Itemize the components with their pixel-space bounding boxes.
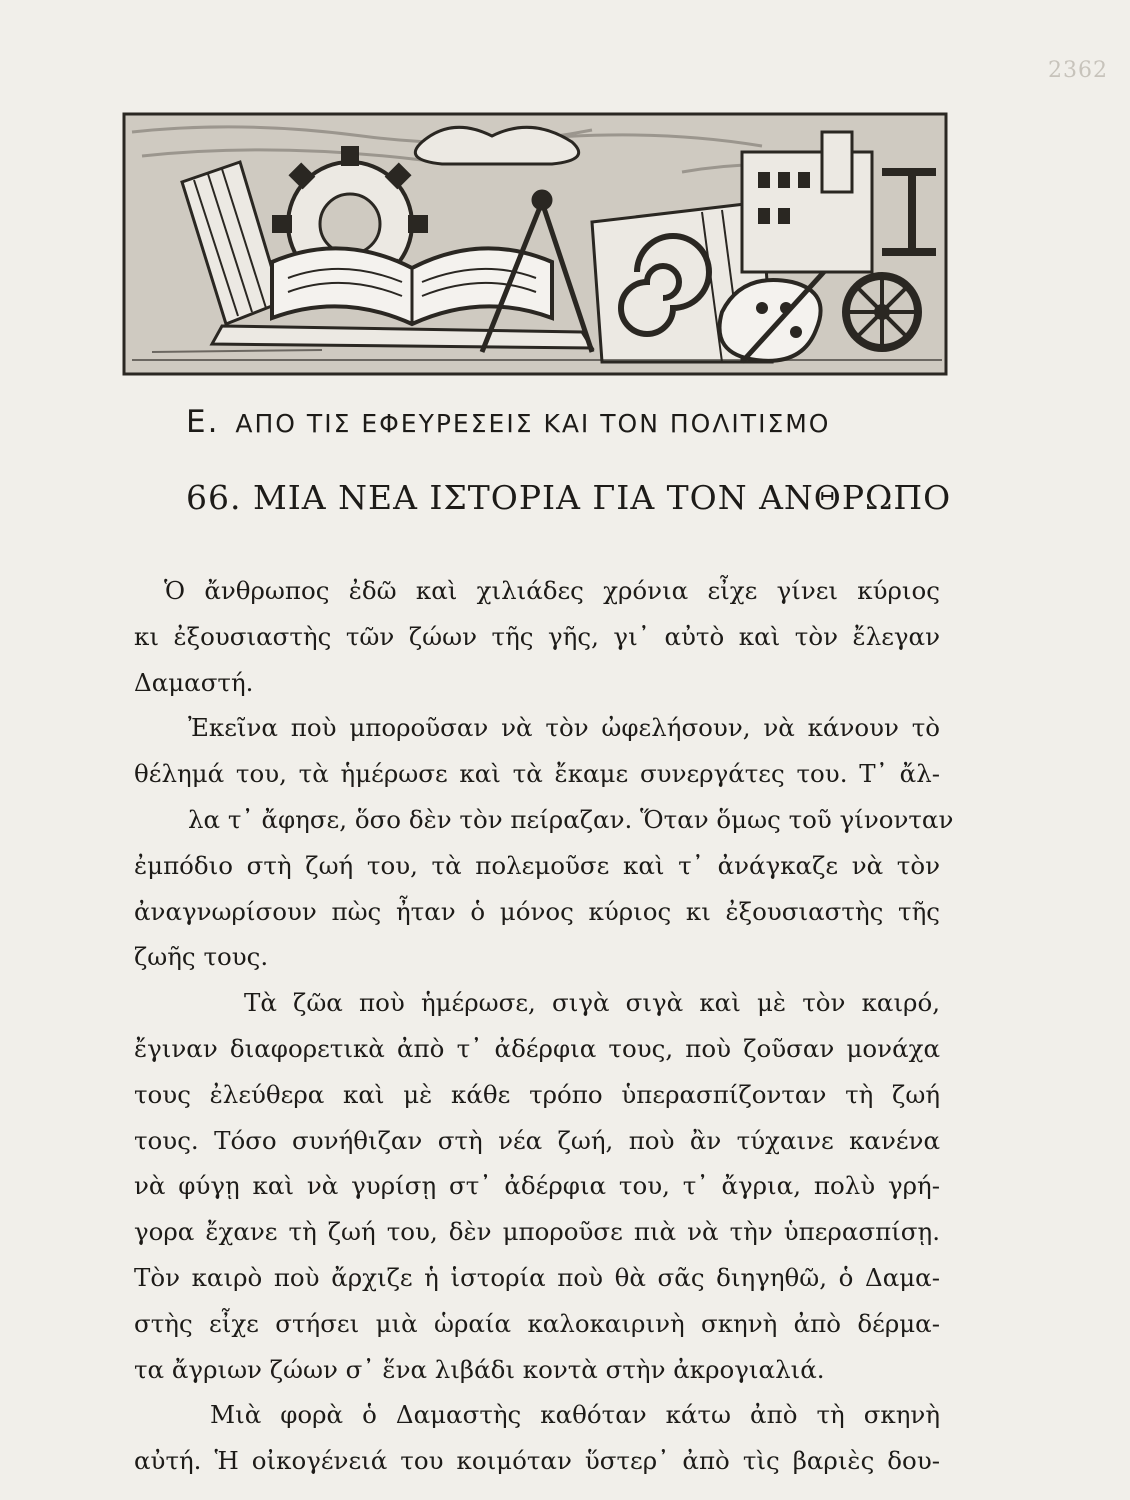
text-line: Δαμαστή. (134, 667, 254, 697)
text-line: στὴς εἶχε στήσει μιὰ ὡραία καλοκαιρινὴ σκηνὴ ἀπὸ δέρμα- (134, 1308, 940, 1338)
text-line: λα τ᾿ ἄφησε, ὅσο δὲν τὸν πείραζαν. Ὅταν ὅμως τοῦ γίνονταν (188, 804, 954, 834)
text-line: Ὁ ἄνθρωπος ἐδῶ καὶ χιλιάδες χρόνια εἶχε γίνει κύριος (164, 576, 940, 605)
text-line: γορα ἔχανε τὴ ζωή του, δὲν μποροῦσε πιὰ νὰ τὴν ὑπερασπίσῃ. (134, 1217, 940, 1247)
text-line: θέλημά του, τὰ ἡμέρωσε καὶ τὰ ἔκαμε συνεργάτες του. Τ᾿ ἄλ- (134, 759, 940, 789)
chapter-vignette-illustration (122, 112, 948, 376)
page-number: 2362 (1048, 58, 1108, 83)
text-line: ἀναγνωρίσουν πὼς ἦταν ὁ μόνος κύριος κι ἐξουσιαστὴς τῆς (134, 896, 940, 926)
section-letter: Ε. (186, 404, 220, 440)
text-line: τους ἐλεύθερα καὶ μὲ κάθε τρόπο ὑπερασπίζονταν τὴ ζωή (134, 1079, 940, 1109)
text-line: τα ἄγριων ζώων σ᾿ ἕνα λιβάδι κοντὰ στὴν ἀκρογιαλιά. (134, 1354, 825, 1384)
text-line: Τὰ ζῶα ποὺ ἡμέρωσε, σιγὰ σιγὰ καὶ μὲ τὸν καιρό, (244, 988, 940, 1018)
text-line: ἔγιναν διαφορετικὰ ἀπὸ τ᾿ ἀδέρφια τους, ποὺ ζοῦσαν μονάχα (134, 1033, 940, 1063)
text-line: Μιὰ φορὰ ὁ Δαμαστὴς καθόταν κάτω ἀπὸ τὴ σκηνὴ (210, 1400, 940, 1430)
section-heading-text: ΑΠΟ ΤΙΣ ΕΦΕΥΡΕΣΕΙΣ ΚΑΙ ΤΟΝ ΠΟΛΙΤΙΣΜΟ (235, 409, 831, 438)
text-line: αὐτή. Ἡ οἰκογένειά του κοιμόταν ὕστερ᾿ ἀπὸ τὶς βαριὲς δου- (134, 1446, 940, 1476)
cloud-shape (415, 127, 578, 164)
wheel-shape (846, 276, 918, 348)
section-heading (186, 404, 831, 440)
text-line: κι ἐξουσιαστὴς τῶν ζώων τῆς γῆς, γι᾿ αὐτὸ καὶ τὸν ἔλεγαν (134, 621, 940, 651)
text-line: ζωῆς τους. (134, 942, 269, 972)
chapter-title: 66. ΜΙΑ ΝΕΑ ΙΣΤΟΡΙΑ ΓΙΑ ΤΟΝ ΑΝΘΡΩΠΟ (186, 478, 952, 517)
text-line: τους. Τόσο συνήθιζαν στὴ νέα ζωή, ποὺ ἂν τύχαινε κανένα (134, 1125, 940, 1155)
text-line: Ἐκεῖνα ποὺ μποροῦσαν νὰ τὸν ὠφελήσουν, νὰ κάνουν τὸ (188, 713, 940, 743)
text-line: νὰ φύγῃ καὶ νὰ γυρίσῃ στ᾿ ἀδέρφια του, τ᾿ ἄγρια, πολὺ γρή- (134, 1171, 940, 1201)
body-text (134, 568, 954, 1484)
text-line: ἐμπόδιο στὴ ζωή του, τὰ πολεμοῦσε καὶ τ᾿ ἀνάγκαζε νὰ τὸν (134, 850, 940, 880)
text-line: Τὸν καιρὸ ποὺ ἄρχιζε ἡ ἱστορία ποὺ θὰ σᾶς διηγηθῶ, ὁ Δαμα- (134, 1262, 940, 1292)
